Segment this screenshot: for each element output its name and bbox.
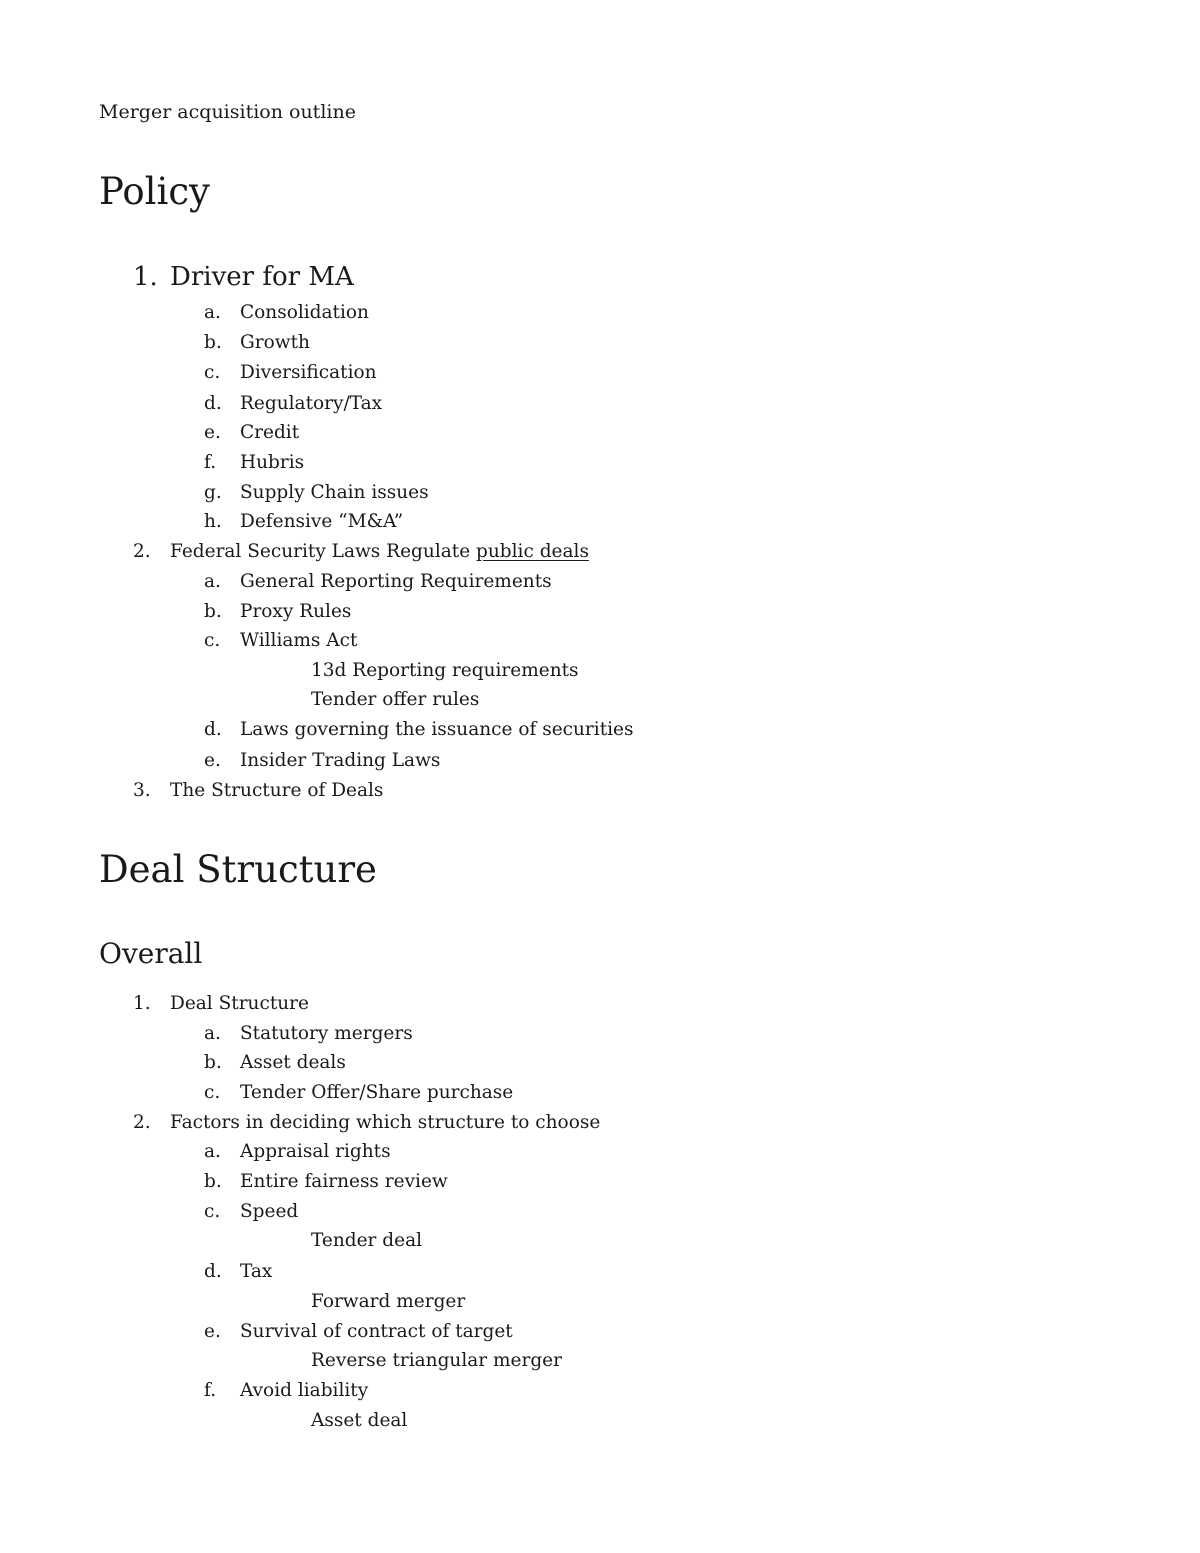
list-marker: e. [204,1321,221,1342]
list-text: Speed [240,1201,299,1222]
list-text: Entire fairness review [240,1171,448,1192]
list-marker: g. [204,482,222,503]
document-title: Merger acquisition outline [99,101,356,123]
list-text: Diversification [240,362,377,383]
list-marker: a. [204,1023,221,1044]
list-marker: h. [204,511,222,532]
list-text: Survival of contract of target [240,1321,513,1342]
heading-deal-structure: Deal Structure [99,848,377,891]
list-text: 13d Reporting requirements [311,660,579,681]
list-text: Credit [240,422,300,443]
subheading-overall: Overall [99,937,203,970]
list-text: Tender Offer/Share purchase [240,1082,514,1103]
heading-policy: Policy [99,170,210,213]
list-text: Reverse triangular merger [311,1350,562,1371]
list-text: Tax [240,1261,273,1282]
list-text: Avoid liability [240,1380,369,1401]
list-marker: 2. [133,541,151,562]
list-text: The Structure of Deals [170,780,384,801]
list-text: Tender offer rules [311,689,480,710]
list-marker: a. [204,571,221,592]
underlined-phrase: public deals [476,541,589,562]
list-marker: c. [204,1082,221,1103]
list-marker: c. [204,1201,221,1222]
list-marker: d. [204,719,222,740]
list-marker: f. [204,452,217,473]
list-text: Statutory mergers [240,1023,413,1044]
list-marker: 1. [133,262,158,292]
list-marker: c. [204,630,221,651]
list-text: Proxy Rules [240,601,352,622]
list-text: Driver for MA [170,262,354,292]
list-text: Asset deals [240,1052,346,1073]
list-marker: b. [204,1052,222,1073]
list-text: Williams Act [240,630,358,651]
list-text: Hubris [240,452,305,473]
list-text: General Reporting Requirements [240,571,552,592]
list-marker: d. [204,1261,222,1282]
list-marker: 1. [133,993,151,1014]
list-marker: c. [204,362,221,383]
list-text: Asset deal [311,1410,408,1431]
list-text: Forward merger [311,1291,466,1312]
list-marker: d. [204,393,222,414]
list-marker: 2. [133,1112,151,1133]
list-text: Growth [240,332,310,353]
list-marker: a. [204,302,221,323]
list-marker: e. [204,422,221,443]
list-text: Regulatory/Tax [240,393,383,414]
list-text: Supply Chain issues [240,482,429,503]
list-text: Appraisal rights [240,1141,391,1162]
list-marker: b. [204,332,222,353]
list-text: Laws governing the issuance of securities [240,719,634,740]
list-text-prefix: Federal Security Laws Regulate [170,541,477,562]
list-text: Tender deal [311,1230,423,1251]
list-marker: b. [204,1171,222,1192]
list-text: Defensive “M&A” [240,511,404,532]
list-marker: 3. [133,780,151,801]
list-marker: b. [204,601,222,622]
list-text [170,537,589,567]
list-text: Insider Trading Laws [240,750,441,771]
list-marker: e. [204,750,221,771]
list-text: Deal Structure [170,993,309,1014]
list-text: Factors in deciding which structure to choose [170,1112,601,1133]
list-marker: f. [204,1380,217,1401]
list-text: Consolidation [240,302,369,323]
list-marker: a. [204,1141,221,1162]
